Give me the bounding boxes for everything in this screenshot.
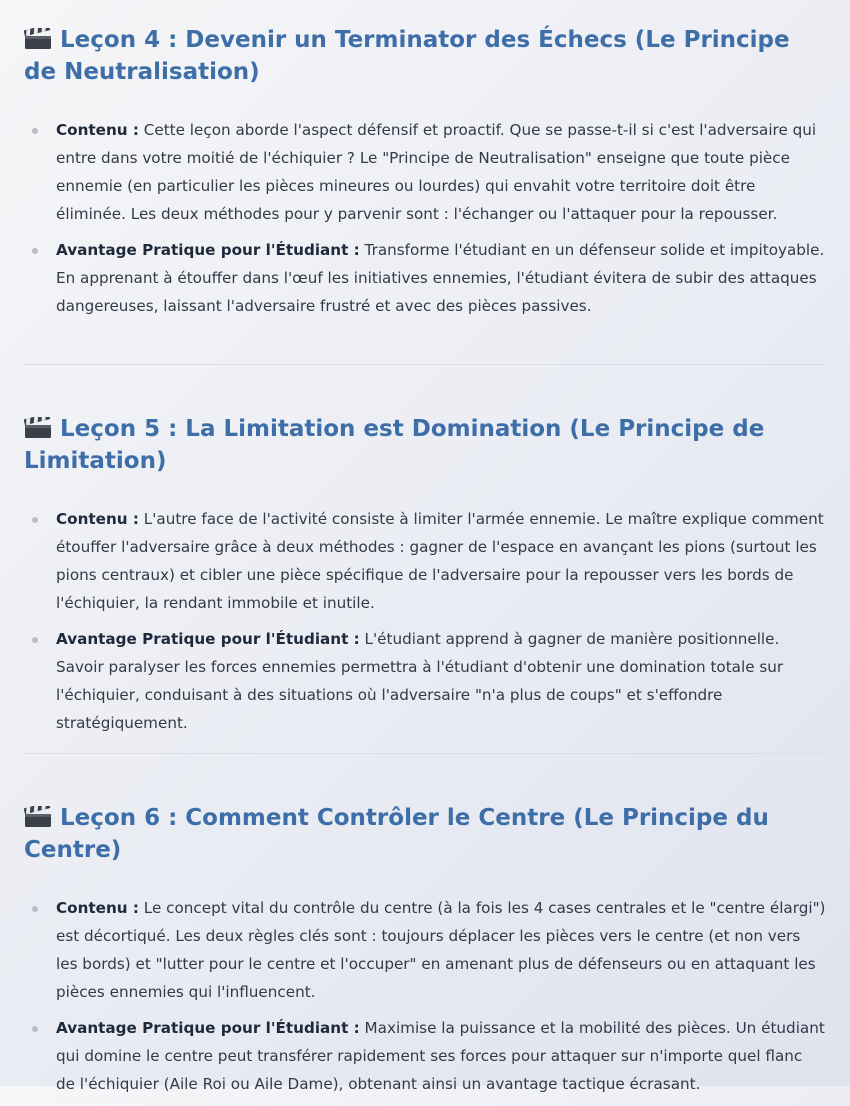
- list-item: [24, 116, 826, 228]
- bullet: [32, 906, 38, 912]
- list-item: [24, 625, 826, 737]
- bullet: [32, 517, 38, 523]
- clapperboard-icon: [24, 417, 52, 439]
- lesson-title-text: Leçon 5 : La Limitation est Domination (Le Principe de Limitation): [24, 416, 765, 474]
- bullet: [32, 1026, 38, 1032]
- point-text: Maximise la puissance et la mobilité des pièces. Un étudiant qui domine le centre peut transférer rapidement ses forces pour attaquer sur n'importe quel flanc de l'échiquier (Aile Roi ou Aile Dame), obtenant ainsi un avantage tactique écrasant.: [56, 1019, 825, 1093]
- lesson-points: [24, 505, 826, 737]
- point-label: Contenu :: [56, 510, 139, 528]
- point-label: Contenu :: [56, 899, 139, 917]
- list-item: [24, 505, 826, 617]
- point-label: Contenu :: [56, 121, 139, 139]
- lesson-5: [24, 413, 826, 745]
- lesson-4: [24, 24, 826, 328]
- bullet: [32, 248, 38, 254]
- divider: [24, 753, 826, 754]
- lesson-title-text: Leçon 6 : Comment Contrôler le Centre (Le Principe du Centre): [24, 805, 769, 863]
- lesson-title: [24, 802, 826, 866]
- point-label: Avantage Pratique pour l'Étudiant :: [56, 630, 360, 648]
- bullet: [32, 637, 38, 643]
- lesson-title: [24, 413, 826, 477]
- clapperboard-icon: [24, 806, 52, 828]
- divider: [24, 364, 826, 365]
- point-text: L'autre face de l'activité consiste à limiter l'armée ennemie. Le maître explique comment étouffer l'adversaire grâce à deux méthodes : gagner de l'espace en avançant les pions (surtout les pions centraux) et cibler une pièce spécifique de l'adversaire pour la repousser vers les bords de l'échiquier, la rendant immobile et inutile.: [56, 510, 824, 612]
- list-item: [24, 894, 826, 1006]
- lesson-title-text: Leçon 4 : Devenir un Terminator des Échecs (Le Principe de Neutralisation): [24, 27, 790, 85]
- bullet: [32, 128, 38, 134]
- point-text: Cette leçon aborde l'aspect défensif et proactif. Que se passe-t-il si c'est l'adversaire qui entre dans votre moitié de l'échiquier ? Le "Principe de Neutralisation" enseigne que toute pièce ennemie (en particulier les pièces mineures ou lourdes) qui envahit votre territoire doit être éliminée. Les deux méthodes pour y parvenir sont : l'échanger ou l'attaquer pour la repousser.: [56, 121, 817, 223]
- lesson-6: [24, 802, 826, 1106]
- point-label: Avantage Pratique pour l'Étudiant :: [56, 1019, 360, 1037]
- lesson-points: [24, 894, 826, 1098]
- lesson-title: [24, 24, 826, 88]
- point-label: Avantage Pratique pour l'Étudiant :: [56, 241, 360, 259]
- point-text: Transforme l'étudiant en un défenseur solide et impitoyable. En apprenant à étouffer dans l'œuf les initiatives ennemies, l'étudiant évitera de subir des attaques dangereuses, laissant l'adversaire frustré et avec des pièces passives.: [56, 241, 825, 315]
- point-text: L'étudiant apprend à gagner de manière positionnelle. Savoir paralyser les forces ennemies permettra à l'étudiant d'obtenir une domination totale sur l'échiquier, conduisant à des situations où l'adversaire "n'a plus de coups" et s'effondre stratégiquement.: [56, 630, 784, 732]
- list-item: [24, 1014, 826, 1098]
- point-text: Le concept vital du contrôle du centre (à la fois les 4 cases centrales et le "centre élargi") est décortiqué. Les deux règles clés sont : toujours déplacer les pièces vers le centre (et non vers les bords) et "lutter pour le centre et l'occuper" en amenant plus de défenseurs ou en attaquant les pièces ennemies qui l'influencent.: [56, 899, 826, 1001]
- list-item: [24, 236, 826, 320]
- clapperboard-icon: [24, 28, 52, 50]
- lesson-points: [24, 116, 826, 320]
